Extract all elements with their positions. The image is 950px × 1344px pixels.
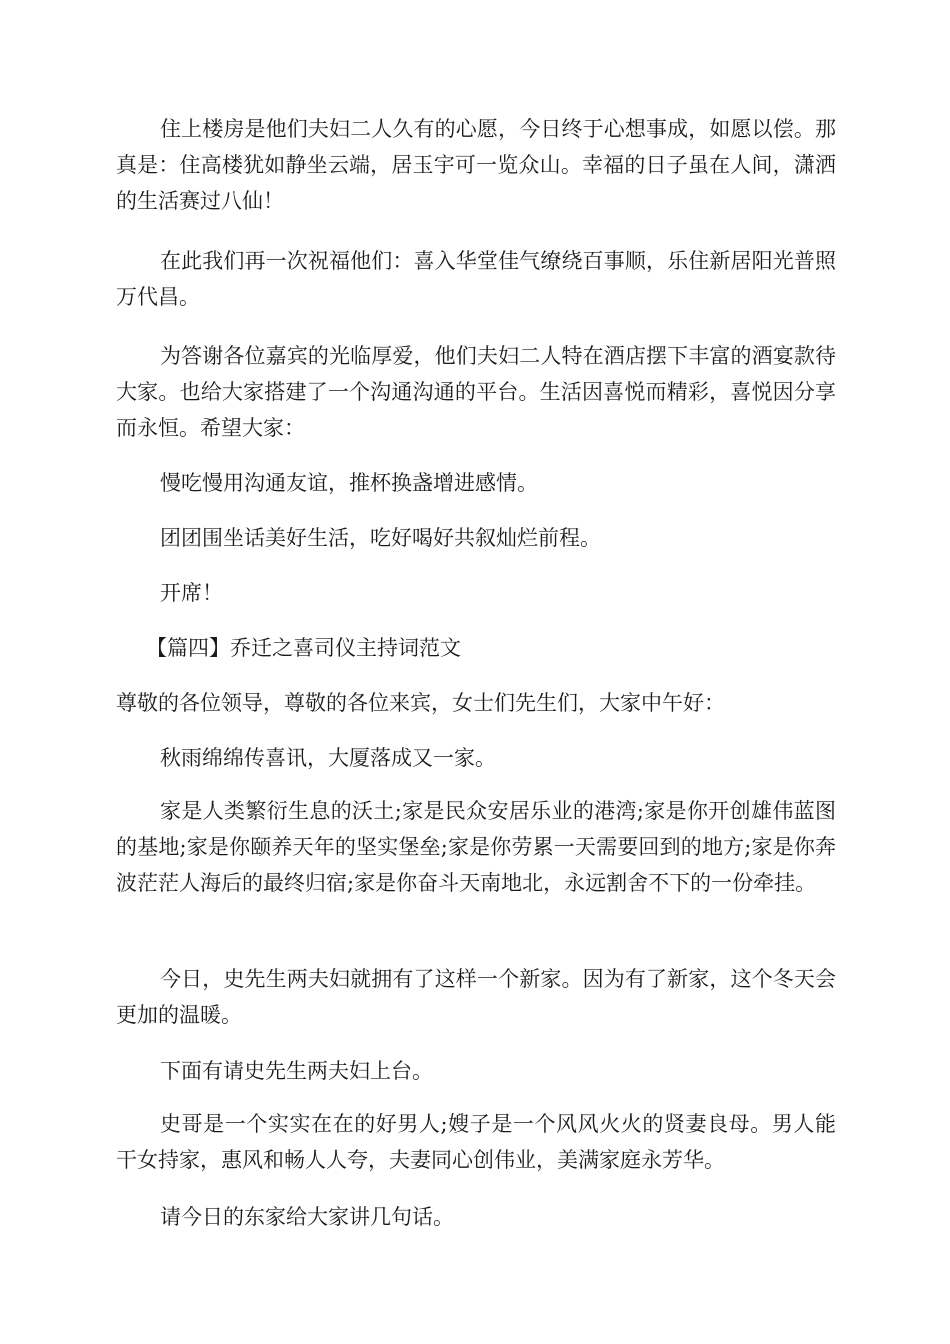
- paragraph-autumn-rain: 秋雨绵绵传喜讯，大厦落成又一家。: [160, 746, 496, 770]
- paragraph-blessing: 在此我们再一次祝福他们：喜入华堂佳气缭绕百事顺，乐住新居阳光普照万代昌。: [116, 249, 836, 309]
- paragraph-start-feast: 开席！: [160, 581, 223, 605]
- section-heading: 【篇四】乔迁之喜司仪主持词范文: [146, 636, 461, 660]
- paragraph-couple-praise: 史哥是一个实实在在的好男人;嫂子是一个风风火火的贤妻良母。男人能干女持家，惠风和畅人人夸，夫妻同心创伟业，美满家庭永芳华。: [116, 1112, 836, 1172]
- paragraph-host-speech: 请今日的东家给大家讲几句话。: [160, 1205, 454, 1229]
- paragraph-invite-couple: 下面有请史先生两夫妇上台。: [160, 1059, 433, 1083]
- paragraph-housewarming-wish: 住上楼房是他们夫妇二人久有的心愿，今日终于心想事成，如愿以偿。那真是：住高楼犹如静坐云端，居玉宇可一览众山。幸福的日子虽在人间，潇洒的生活赛过八仙！: [116, 117, 836, 213]
- paragraph-eat-slowly: 慢吃慢用沟通友谊，推杯换盏增进感情。: [160, 471, 538, 495]
- paragraph-gather-round: 团团围坐话美好生活，吃好喝好共叙灿烂前程。: [160, 526, 601, 550]
- paragraph-home-is: 家是人类繁衍生息的沃土;家是民众安居乐业的港湾;家是你开创雄伟蓝图的基地;家是你颐养天年的坚实堡垒;家是你劳累一天需要回到的地方;家是你奔波茫茫人海后的最终归宿;家是你奋斗天南地北，永远割舍不下的一份牵挂。: [116, 799, 836, 895]
- paragraph-new-home: 今日，史先生两夫妇就拥有了这样一个新家。因为有了新家，这个冬天会更加的温暖。: [116, 967, 836, 1027]
- paragraph-banquet-thanks: 为答谢各位嘉宾的光临厚爱，他们夫妇二人特在酒店摆下丰富的酒宴款待大家。也给大家搭建了一个沟通沟通的平台。生活因喜悦而精彩，喜悦因分享而永恒。希望大家：: [116, 344, 836, 440]
- paragraph-greeting: 尊敬的各位领导，尊敬的各位来宾，女士们先生们，大家中午好：: [116, 691, 725, 715]
